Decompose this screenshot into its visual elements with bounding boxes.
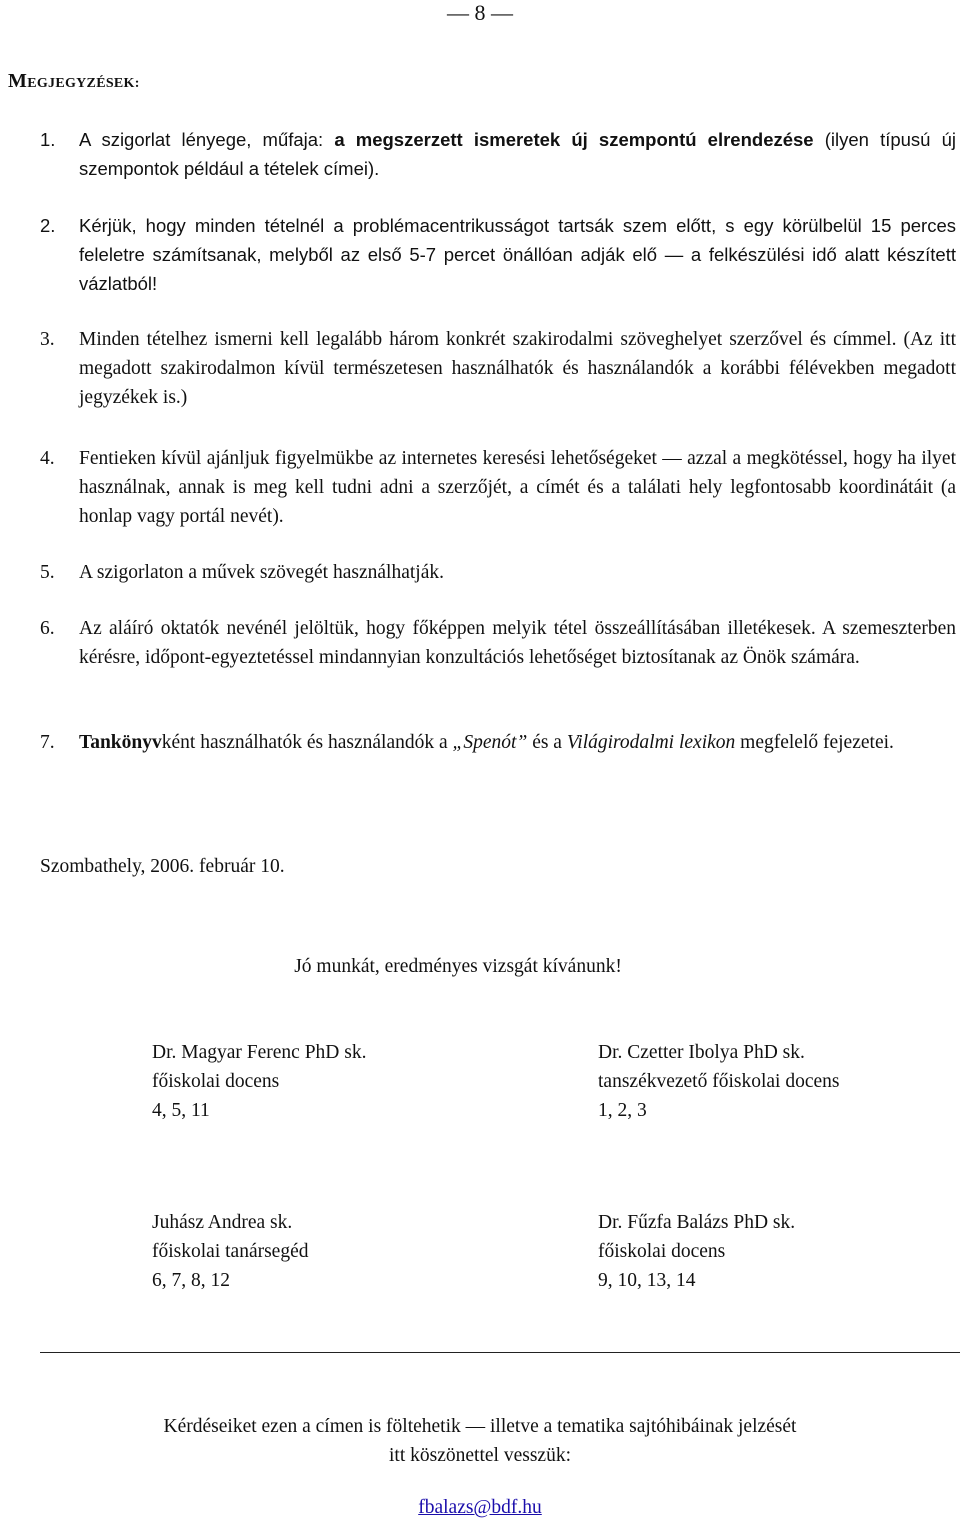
signatory-title: főiskolai docens: [598, 1241, 726, 1262]
signatory-3: [152, 1208, 309, 1295]
signatory-4: [598, 1208, 795, 1295]
signatory-name: Dr. Magyar Ferenc PhD sk.: [152, 1042, 367, 1063]
closing-wish: Jó munkát, eredményes vizsgát kívánunk!: [294, 956, 622, 977]
signatory-topics: 1, 2, 3: [598, 1100, 647, 1121]
signatory-topics: 6, 7, 8, 12: [152, 1270, 230, 1291]
footer-divider: [40, 1352, 960, 1353]
page-number: — 8 —: [447, 0, 513, 25]
note-5: 5. A szigorlaton a művek szövegét használhatják.: [40, 562, 444, 583]
signatory-1: [152, 1038, 366, 1125]
note-2: 2. Kérjük, hogy minden tételnél a problémacentrikusságot tartsák szem előtt, s egy körülbelül 15 perces feleletre számítsanak, melyből az első 5-7 percet önállóan adják elő — a felkészülési idő alatt készített vázlatból!: [40, 215, 956, 294]
footer-line-2: itt köszönettel vesszük:: [389, 1445, 571, 1466]
email-link[interactable]: fbalazs@bdf.hu: [418, 1497, 542, 1518]
signatory-title: főiskolai docens: [152, 1071, 280, 1092]
notes-heading: MEGJEGYZÉSEK:: [8, 70, 140, 92]
note-1: 1. A szigorlat lényege, műfaja: a megszerzett ismeretek új szempontú elrendezése (ilyen típusú új szempontok például a tételek címei).: [40, 129, 956, 179]
footer-note: [0, 1412, 960, 1470]
place-date: Szombathely, 2006. február 10.: [40, 856, 285, 877]
signatory-topics: 4, 5, 11: [152, 1100, 210, 1121]
signatory-name: Dr. Fűzfa Balázs PhD sk.: [598, 1212, 796, 1233]
signatory-title: főiskolai tanársegéd: [152, 1241, 309, 1262]
contact-email: [0, 1497, 960, 1519]
signatory-name: Juhász Andrea sk.: [152, 1212, 293, 1233]
note-4: 4. Fentieken kívül ajánljuk figyelmükbe az internetes keresési lehetőségeket — azzal a megkötéssel, hogy ha ilyet használnak, annak is meg kell tudni adni a szerzőjét, a címét és a találati hely legfontosabb koordinátáit (a honlap vagy portál nevét).: [40, 448, 956, 527]
signatory-title: tanszékvezető főiskolai docens: [598, 1071, 840, 1092]
note-3: 3. Minden tételhez ismerni kell legalább három konkrét szakirodalmi szöveghelyet szerzővel és címmel. (Az itt megadott szakirodalmon kívül természetesen használhatók és használandók a korábbi félévekben megadott jegyzékek is.): [40, 329, 956, 408]
note-6: 6. Az aláíró oktatók nevénél jelöltük, hogy főképpen melyik tétel összeállításában illetékesek. A szemeszterben kérésre, időpont-egyeztetéssel mindannyian konzultációs lehetőséget biztosítanak az Önök számára.: [40, 618, 956, 668]
signatory-2: [598, 1038, 840, 1125]
footer-line-1: Kérdéseiket ezen a címen is föltehetik — illetve a tematika sajtóhibáinak jelzését: [163, 1416, 797, 1437]
note-7: 7. Tankönyvként használhatók és használandók a „Spenót” és a Világirodalmi lexikon megfelelő fejezetei.: [40, 732, 894, 753]
signatory-name: Dr. Czetter Ibolya PhD sk.: [598, 1042, 805, 1063]
signatory-topics: 9, 10, 13, 14: [598, 1270, 696, 1291]
